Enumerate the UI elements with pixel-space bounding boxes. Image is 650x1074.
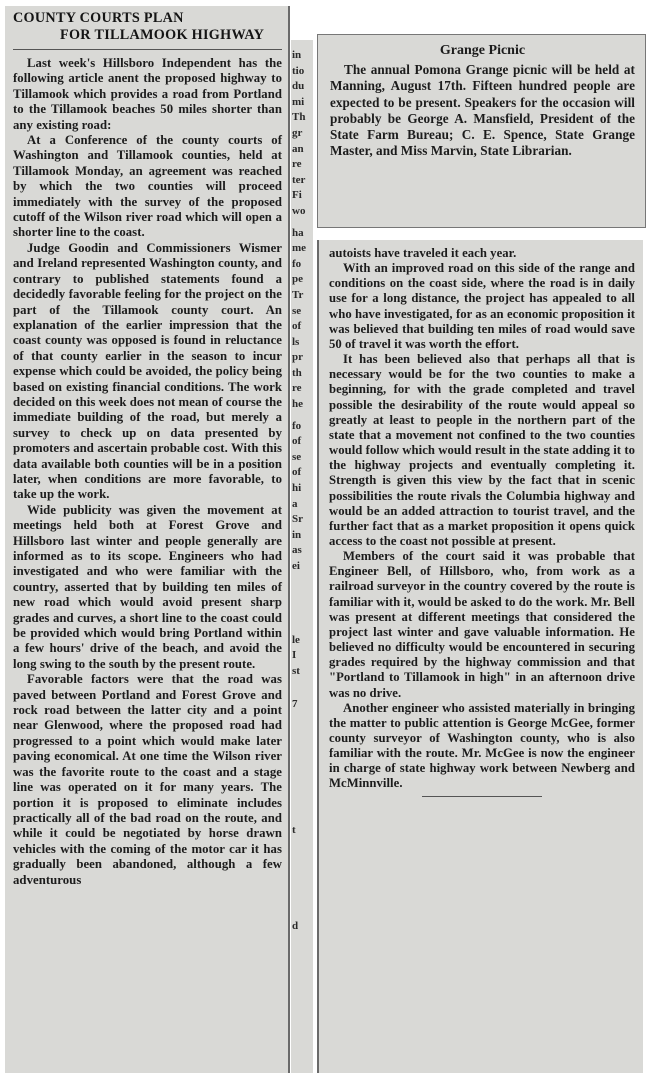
strip-fragment: pe [292, 273, 303, 286]
strip-fragment: Th [292, 111, 306, 124]
article-paragraph: Wide publicity was given the movement at meetings held both at Forest Grove and Hillsboro last winter and people generally are informed as to its scope. Engineers who had investigated and who were familiar with the country, asserted that by building ten miles of new road which would avoid present sharp grades and curves, a short line to the coast could be provided which would bring Portland within a few hours' drive of the beach, and avoid the long swing to the south by the present route. [13, 502, 282, 671]
left-article-column [5, 6, 290, 1073]
strip-fragment: 7 [292, 698, 298, 711]
grange-picnic-box [317, 34, 646, 228]
article-paragraph: Judge Goodin and Commissioners Wismer and Ireland represented Washington county, and contrary to published statements found a decidedly favorable feeling for the project on the part of the Tillamook county court. An explanation of the earlier impression that the coast county was opposed is found in reluctance of that county earlier in the season to incur expense which could be avoided, the policy being based on existing financial conditions. The work decided on this week does not mean of course the immediate building of the road, but merely a survey to check up on data presented by promoters and ascertain probable cost. With this data available both counties will be in a position later, when conditions are more favorable, to take up the work. [13, 240, 282, 502]
strip-fragment: gr [292, 126, 303, 139]
strip-fragment: fo [292, 419, 302, 432]
article-paragraph: At a Conference of the county courts of Washington and Tillamook counties, held at Tillamook Monday, an agreement was reached by which the two counties will proceed immediately with the survey of the proposed cutoff of the Wilson river road which will open a shorter line to the coast. [13, 133, 282, 240]
strip-fragment: se [292, 304, 302, 317]
strip-fragment: st [292, 664, 300, 677]
strip-fragment: re [292, 382, 302, 395]
strip-fragment: d [292, 919, 299, 932]
strip-fragment: du [292, 80, 305, 93]
grange-paragraph: The annual Pomona Grange picnic will be held at Manning, August 17th. Fifteen hundred people are expected to be present. Speakers for the occasion will probably be George A. Mansfield, President of the State Farm Bureau; C. E. Spence, State Grange Master, and Miss Marvin, State Librarian. [330, 62, 635, 159]
headline-line-1: COUNTY COURTS PLAN [13, 10, 184, 26]
strip-fragment: he [292, 398, 303, 411]
strip-fragment: tio [292, 64, 305, 77]
strip-fragment: mi [292, 95, 305, 108]
strip-fragment: Fi [292, 189, 302, 202]
grange-title: Grange Picnic [439, 43, 526, 58]
strip-fragment: I [292, 649, 297, 662]
strip-fragment: hi [292, 482, 302, 495]
strip-fragment: th [292, 366, 302, 379]
strip-fragment: in [292, 528, 302, 541]
article-paragraph: Another engineer who assisted materially in bringing the matter to public attention is George McGee, former county surveyor of Washington county, who is also familiar with the route. Mr. McGee is now the engineer in charge of state highway work between Newberg and McMinnville. [329, 700, 635, 791]
strip-fragment: Sr [292, 513, 303, 526]
strip-fragment: t [292, 823, 296, 836]
article-continuation: autoists have traveled it each year. [329, 246, 517, 260]
strip-fragment: of [292, 466, 302, 479]
strip-fragment: wo [292, 204, 306, 217]
strip-fragment: fo [292, 257, 302, 270]
article-paragraph: With an improved road on this side of the range and conditions on the coast side, where the road is in daily use for a long distance, the project has appealed to all who have investigated, for as an economic proposition it was believed that building ten miles of road would save 50 of travel it was worth the effort. [329, 261, 635, 351]
strip-fragment: as [292, 544, 302, 557]
headline-line-2: FOR TILLAMOOK HIGHWAY [60, 27, 265, 43]
strip-fragment: ei [292, 560, 300, 572]
strip-fragment: a [292, 497, 298, 510]
article-paragraph: Members of the court said it was probable that Engineer Bell, of Hillsboro, who, from work as a railroad surveyor in the country covered by the route is familiar with it, would be asked to do the work. Mr. Bell was present at different meetings that considered the project last winter and gave valuable information. He believed no difficulty would be encountered in securing grades required by the highway commission and that "Portland to Tillamook in high" in an afternoon drive was no drive. [329, 549, 635, 700]
strip-fragment: ter [292, 173, 306, 186]
strip-fragment: of [292, 435, 302, 448]
article-headline [13, 10, 282, 44]
strip-fragment: me [292, 242, 307, 255]
strip-fragment: ha [292, 226, 304, 239]
headline-divider [13, 49, 282, 50]
article-paragraph: It has been believed also that perhaps all that is necessary would be for the two counties to make a beginning, for with the grade completed and travel possible the desirability of the route would appeal so greatly at least to people in the northern part of the state that a movement not confined to the two counties would follow which would result in the state adding it to the highway projects and eventually completing it. Strength is given this view by the fact that in scenic possibilities the route rivals the Columbia highway and would be an added attraction to tourist travel, and the further fact that as a market proposition it opens quick access to the coast not possible at present. [329, 352, 635, 548]
clipped-column-strip [291, 40, 313, 1073]
right-article-column [317, 240, 643, 1073]
strip-fragment: ls [292, 335, 300, 348]
article-paragraph: Last week's Hillsboro Independent has the following article anent the proposed highway to Tillamook which provides a road from Portland to the Tillamook beaches 50 miles shorter than any existing road: [13, 56, 282, 132]
strip-fragment: an [292, 142, 304, 155]
strip-fragment: se [292, 450, 302, 463]
strip-fragment: pr [292, 351, 303, 364]
strip-fragment: le [292, 633, 300, 646]
strip-fragment: in [292, 49, 302, 61]
strip-fragment: re [292, 158, 302, 171]
strip-fragment: Tr [292, 288, 304, 301]
strip-fragment: of [292, 320, 302, 333]
article-end-rule [422, 796, 542, 797]
article-paragraph: Favorable factors were that the road was paved between Portland and Forest Grove and rock road between the latter city and a point near Glenwood, where the proposed road had progressed to a point which would make later paving economical. At one time the Wilson river was the favorite route to the coast and a stage line was operated on it for many years. The portion it is proposed to eliminate includes practically all of the bad road on the route, and while it could be negotiated by horse drawn vehicles with the coming of the motor car it has gradually been abandoned, although a few adventurous [13, 672, 282, 887]
